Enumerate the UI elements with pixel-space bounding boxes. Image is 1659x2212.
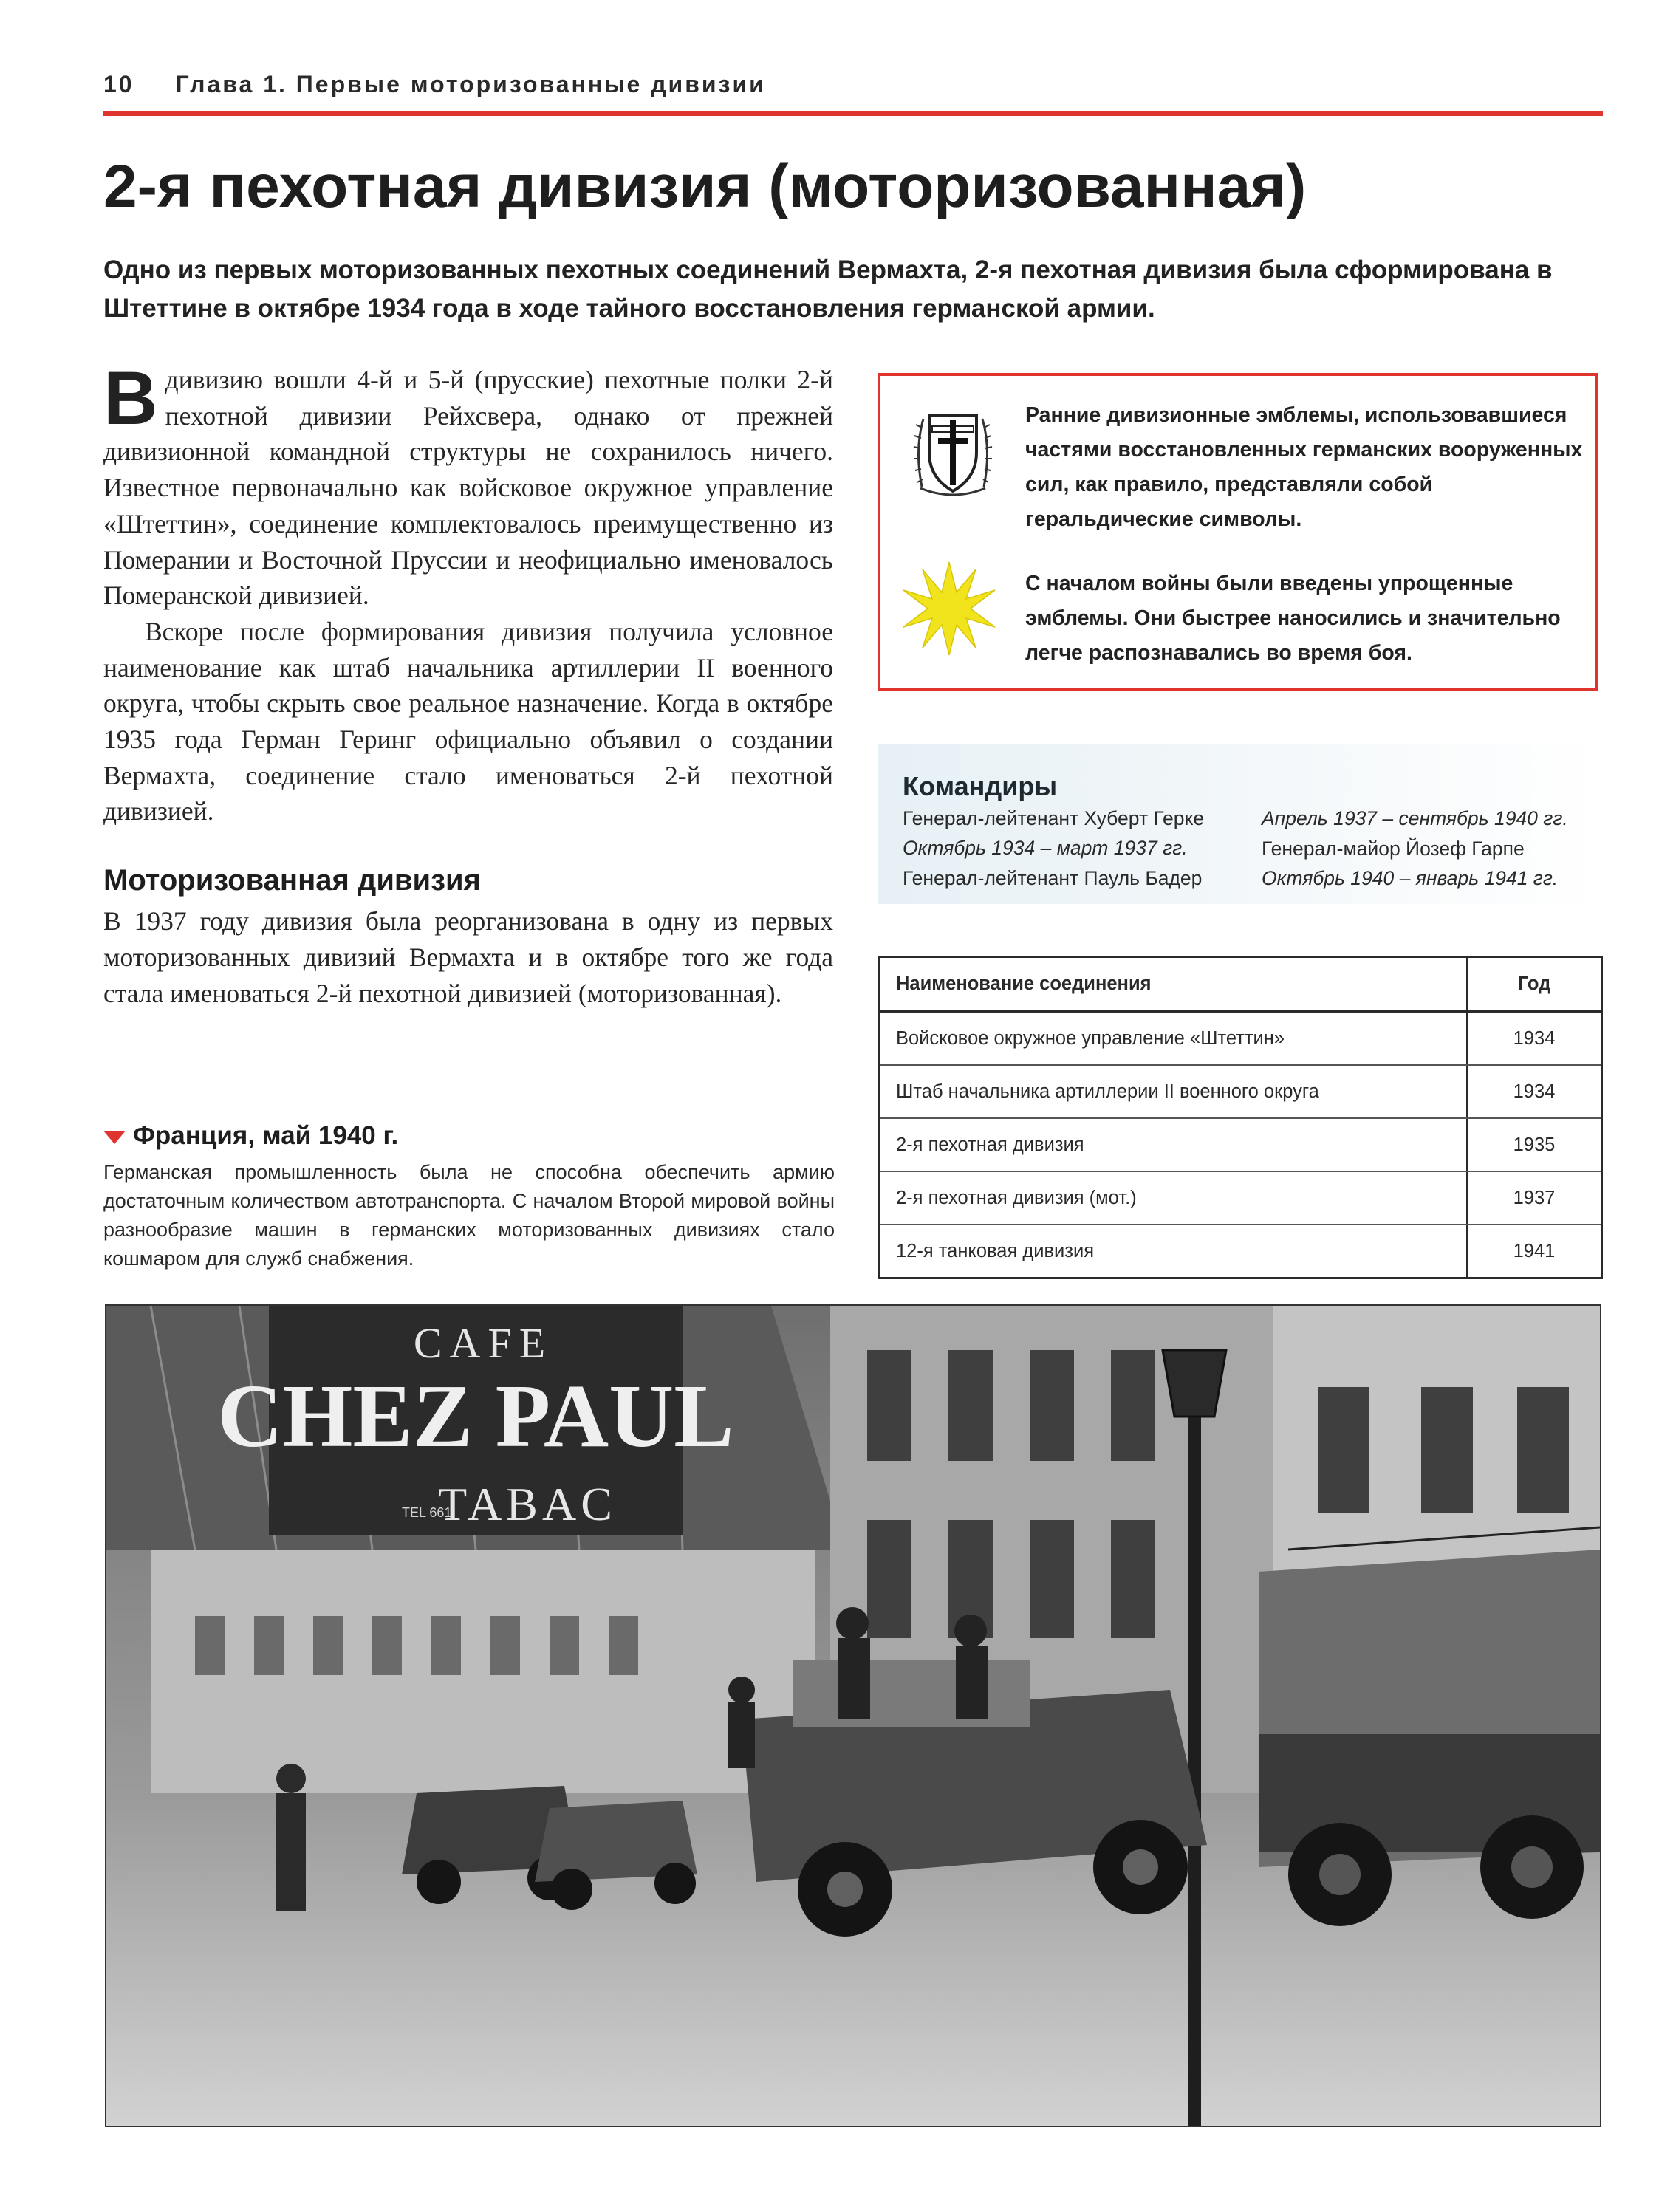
commanders-box [878,744,1603,904]
unit-year: 1935 [1467,1118,1601,1171]
unit-name: 2-я пехотная дивизия [880,1118,1467,1171]
simplified-emblems-text: С началом войны были введены упрощенные эмблемы. Они быстрее наносились и значительно легче распознавались во время боя. [1025,572,1561,665]
column-header-name: Наименование соединения [880,958,1467,1011]
sign-cafe: CAFE [413,1319,553,1367]
lead-paragraph: Одно из первых моторизованных пехотных соединений Вермахта, 2-я пехотная дивизия была сформирована в Штеттине в октябре 1934 года в ходе тайного восстановления германской армии. [103,256,1553,323]
running-head [103,71,766,98]
emblem-box [878,373,1598,691]
unit-name: Войсковое окружное управление «Штеттин» [880,1011,1467,1065]
paragraph-1: Вдивизию вошли 4-й и 5-й (прусские) пехотные полки 2-й пехотной дивизии Рейхсвера, однако от прежней дивизионной командной структуры не сохранилось ничего. Известное первоначально как войсковое окружное управление «Штеттин», соединение комплектовалось преимущественно из Померании и Восточной Пруссии и неофициально именовалось Померанской дивизией. [103,356,833,611]
section-heading: Моторизованная дивизия [103,864,481,897]
unit-name: 12-я танковая дивизия [896,1240,1095,1261]
table-row [880,1065,1601,1118]
heraldic-shield-icon [913,405,993,500]
unit-year: 1934 [1467,1011,1601,1065]
dropcap: В [103,356,158,440]
street-photo [105,1304,1601,2127]
paragraph-2: Вскоре после формирования дивизия получила условное наименование как штаб начальника артиллерии II военного округа, чтобы скрыть свое реальное назначение. Когда в октябре 1935 года Герман Геринг официально объявил о создании Вермахта, соединение стало именоваться 2-й пехотной дивизией. [103,616,833,826]
unit-year: 1941 [1467,1225,1601,1277]
unit-name: 2-я пехотная дивизия (мот.) [880,1171,1467,1225]
unit-year: 1937 [1467,1171,1601,1225]
header-rule [103,111,1603,116]
table-header-row [880,958,1601,1011]
column-header-year: Год [1467,958,1601,1011]
sign-tabac: TABAC [438,1478,617,1530]
yellow-star-icon [901,561,997,657]
table-row [880,1171,1601,1225]
paragraph-3: В 1937 году дивизия была реорганизована в одну из первых моторизованных дивизий Вермахта и в октябре того же года стала именоваться 2-й пехотной дивизией (моторизованная). [103,906,833,1008]
commander-name-1: Генерал-лейтенант Хуберт Герке [903,807,1205,829]
early-emblems-text: Ранние дивизионные эмблемы, использовавшиеся частями восстановленных германских вооруженных сил, как правило, представляли собой геральдические символы. [1025,403,1583,531]
caption-title: Франция, май 1940 г. [103,1121,398,1151]
commander-period-2: Апрель 1937 – сентябрь 1940 гг. [1262,807,1568,829]
commander-name-2: Генерал-лейтенант Пауль Бадер [903,867,1203,889]
page-number: 10 [103,71,134,97]
commander-name-3: Генерал-майор Йозеф Гарпе [1262,838,1525,860]
table-row [880,1011,1601,1065]
commanders-heading: Командиры [903,771,1058,801]
caption-triangle-icon [103,1131,126,1144]
unit-year: 1934 [1467,1065,1601,1118]
chapter-title: Глава 1. Первые моторизованные дивизии [175,71,766,97]
table-row [880,1118,1601,1171]
body-text [103,356,833,1011]
caption-text: Германская промышленность была не способна обеспечить армию достаточным количеством автотранспорта. С началом Второй мировой войны разнообразие машин в германских моторизованных дивизиях стало кошмаром для служб снабжения. [103,1161,835,1270]
page-title: 2-я пехотная дивизия (моторизованная) [103,153,1307,220]
commander-period-3: Октябрь 1940 – январь 1941 гг. [1262,867,1559,889]
unit-name: Штаб начальника артиллерии II военного округа [880,1065,1467,1118]
table-row [880,1225,1601,1277]
sign-tel: TEL 661 [402,1505,452,1520]
sign-chez-paul: CHEZ PAUL [217,1366,734,1466]
units-table [878,956,1603,1279]
commander-period-1: Октябрь 1934 – март 1937 гг. [903,837,1188,859]
